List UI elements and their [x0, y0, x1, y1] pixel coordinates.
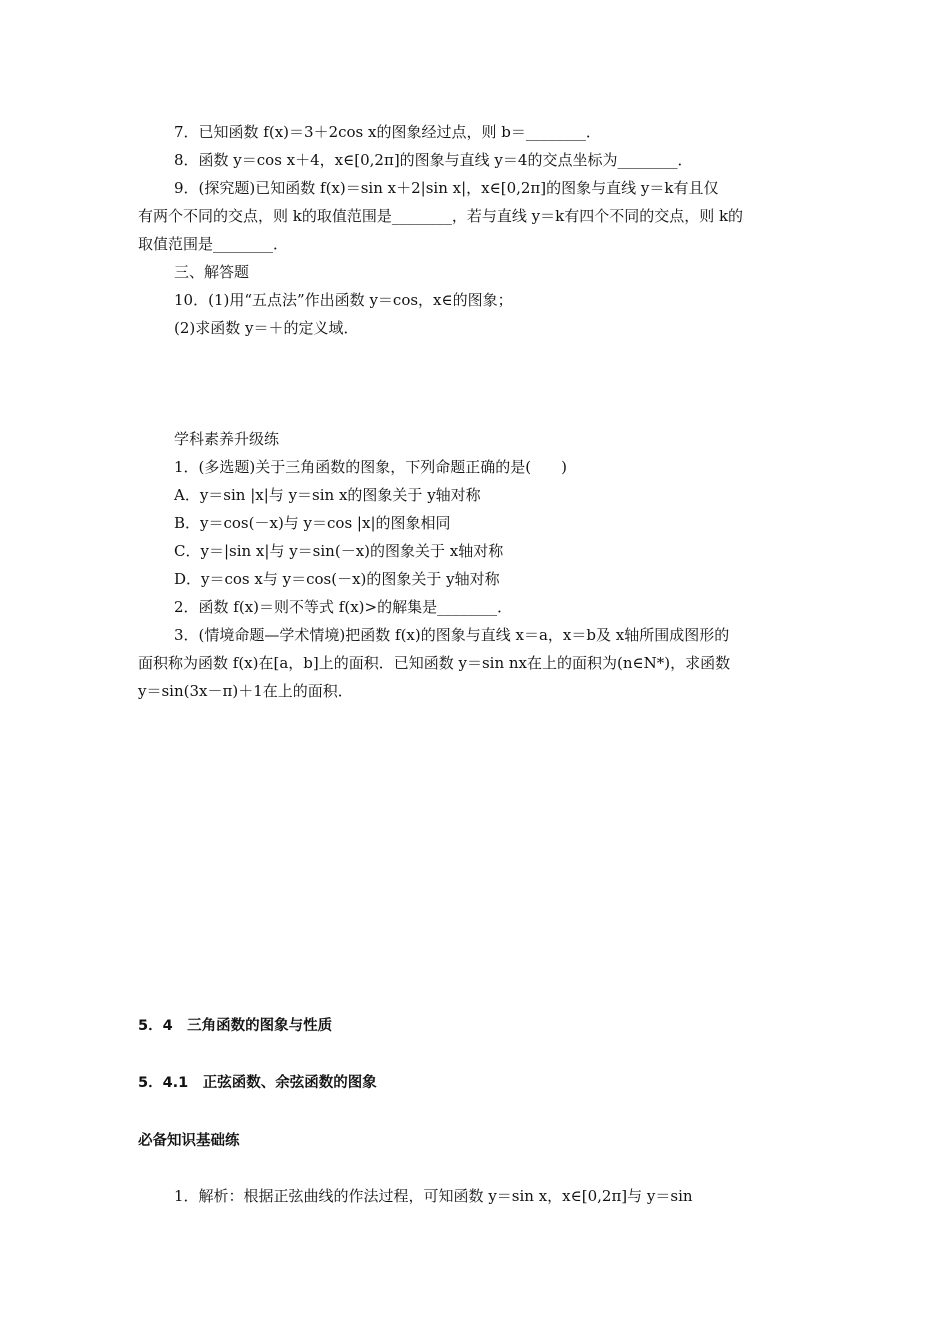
question-10-part-1: 10．(1)用“五点法”作出函数 y＝cos，x∈的图象；: [174, 291, 513, 309]
question-10-part-2: (2)求函数 y＝＋的定义域．: [174, 319, 359, 337]
question-9-line-1: 9．(探究题)已知函数 f(x)＝sin x＋2|sin x|，x∈[0,2π]的图象与直线 y＝k有且仅: [174, 179, 719, 197]
question-8: 8．函数 y＝cos x＋4，x∈[0,2π]的图象与直线 y＝4的交点坐标为________．: [174, 151, 693, 169]
problem-1: 1．(多选题)关于三角函数的图象，下列命题正确的是( ): [174, 458, 567, 476]
heading-5-4-1: 5．4.1 正弦函数、余弦函数的图象: [138, 1075, 377, 1091]
problem-1-option-d: D．y＝cos x与 y＝cos(－x)的图象关于 y轴对称: [174, 570, 500, 588]
heading-basic-practice: 必备知识基础练: [138, 1133, 240, 1149]
problem-2: 2．函数 f(x)＝则不等式 f(x)>的解集是________．: [174, 598, 513, 616]
problem-1-option-a: A．y＝sin |x|与 y＝sin x的图象关于 y轴对称: [174, 486, 481, 504]
exercise-block-literacy: [138, 425, 814, 705]
question-7: 7．已知函数 f(x)＝3＋2cos x的图象经过点，则 b＝________．: [174, 123, 601, 141]
problem-3-line-1: 3．(情境命题—学术情境)把函数 f(x)的图象与直线 x＝a，x＝b及 x轴所围成图形的: [174, 626, 730, 644]
problem-3-line-2: 面积称为函数 f(x)在[a，b]上的面积．已知函数 y＝sin nx在上的面积为(n∈N*)，求函数: [138, 654, 731, 672]
section-heading-answers: 三、解答题: [174, 263, 250, 281]
answer-1-line: 1．解析：根据正弦曲线的作法过程，可知函数 y＝sin x，x∈[0,2π]与 y＝sin: [174, 1187, 693, 1205]
problem-3-line-3: y＝sin(3x－π)＋1在上的面积．: [138, 682, 353, 700]
problem-1-option-c: C．y＝|sin x|与 y＝sin(－x)的图象关于 x轴对称: [174, 542, 504, 560]
question-9-line-3: 取值范围是________．: [138, 235, 289, 253]
problem-1-option-b: B．y＝cos(－x)与 y＝cos |x|的图象相同: [174, 514, 451, 532]
question-9-line-2: 有两个不同的交点，则 k的取值范围是________，若与直线 y＝k有四个不同的交点，则 k的: [138, 207, 744, 225]
exercise-block-fill-in: [138, 118, 814, 342]
section-title-literacy: 学科素养升级练: [174, 430, 280, 448]
heading-5-4: 5．4 三角函数的图象与性质: [138, 1018, 333, 1034]
